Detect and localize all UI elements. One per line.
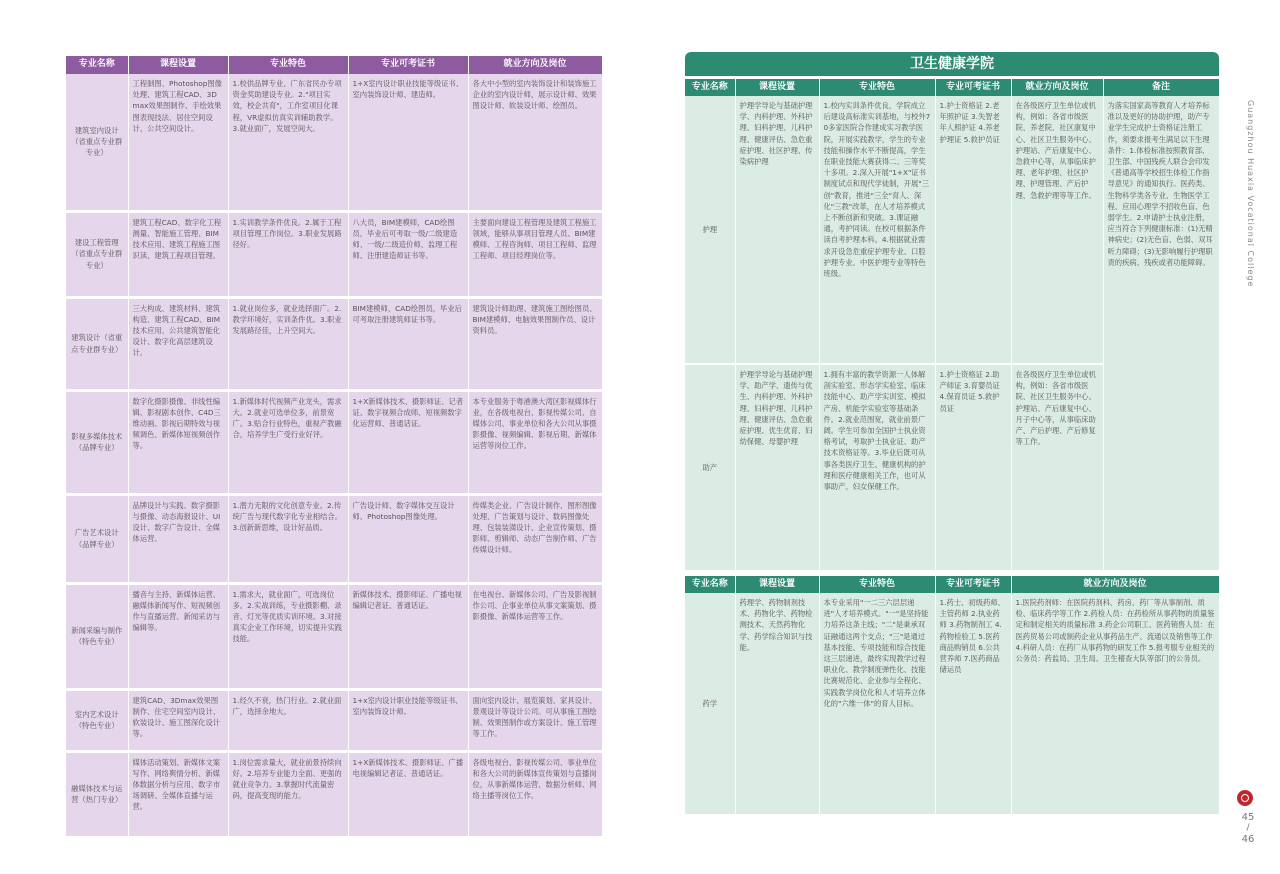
jobs-cell: 本专业服务于粤港澳大湾区影视媒体行业，在各级电视台、影视传媒公司、自媒体公司、事业单位和各大公司从事摄影摄像、视频编辑、影视后期、新媒体运营等岗位工作。 xyxy=(468,390,602,494)
col-header-courses: 课程设置 xyxy=(128,56,228,74)
certs-cell: 1+x室内设计职业技能等级证书、室内装饰设计师。 xyxy=(348,689,468,751)
col-header-jobs: 就业方向及岗位 xyxy=(1011,576,1219,593)
col-header-major: 专业名称 xyxy=(685,576,735,593)
col-header-certs: 专业可考证书 xyxy=(348,56,468,74)
major-name: 护理 xyxy=(685,96,735,364)
table-header-row xyxy=(685,576,1219,593)
major-name: 药学 xyxy=(685,593,735,815)
courses-cell: 品牌设计与实践、数字摄影与摄像、动态海报设计、UI设计、数字广告设计、全媒体运营。 xyxy=(128,494,228,583)
jobs-cell: 各级电视台、影视传媒公司、事业单位和各大公司的新媒体宣传策划与直播岗位，从事新媒体运营、数据分析师、网络主播等岗位工作。 xyxy=(468,751,602,837)
features-cell: 1.校内实训条件优良，学院成立后建设高标准实训基地，与校外70多家医院合作建成实习教学医院，开展实践教学，学生的专业技能和操作水平不断提高，学生在职业技能大赛获得二、三等奖十多项。2.深入开展"1+X"证书制度试点和现代学徒制，开展"三创"教育，推进"三全"育人、深化"三教"改革，在人才培养模式上不断创新和突破。3.课证融通，考护同读。在校可根据条件读自考护理本科。4.根据就业需求开设急危重症护理专业、口腔护理专业、中医护理专业等特色班级。 xyxy=(819,96,935,364)
col-header-certs: 专业可考证书 xyxy=(935,576,1011,593)
certs-cell: BIM建模师，CAD绘图员，毕业后可考取注册建筑师证书等。 xyxy=(348,297,468,390)
remark-cell: 为落实国家高等教育人才培养标准以及更好的协助护理，助产专业学生完成护士资格证注册工作，须要求报考生满足以下生理条件：1.体检标准按照教育部、卫生部、中国残疾人联合会印发《普通高等学校招生体检工作指导意见》的通知执行。医药类、生物科学类各专业、生物医学工程、应用心理学不招收色盲、色弱学生。2.申请护士执业注册，应当符合下列健康标准：(1)无精神病史；(2)无色盲、色弱、双耳听力障碍；(3)无影响履行护理职责的疾病、残疾或者功能障碍。 xyxy=(1103,96,1219,571)
col-header-certs: 专业可考证书 xyxy=(935,79,1011,96)
courses-cell: 护理学导论与基础护理学、内科护理、外科护理、妇科护理、儿科护理、健康评估、急危重症护理、社区护理、传染病护理 xyxy=(735,96,819,364)
col-header-major: 专业名称 xyxy=(66,56,128,74)
certs-cell: 1.护士资格证 2.助产师证 3.育婴员证 4.保育员证 5.救护员证 xyxy=(935,364,1011,571)
table-row xyxy=(685,593,1219,815)
col-header-jobs: 就业方向及岗位 xyxy=(468,56,602,74)
page-number-left: 45 xyxy=(1241,812,1255,823)
table-row xyxy=(685,96,1219,364)
features-cell: 1.就业岗位多，就业选择面广。2.教学环境好，实训条件优。3.职业发展路径佳，上升空间大。 xyxy=(228,297,348,390)
col-header-remark: 备注 xyxy=(1103,79,1219,96)
features-cell: 1.潜力无限的文化创意专业。2.传统广告与现代数字化专业相结合。3.创新新思维，设计好品质。 xyxy=(228,494,348,583)
table-header-row xyxy=(66,56,602,74)
major-name: 融媒体技术与运营（热门专业） xyxy=(66,751,128,837)
courses-cell: 药理学、药物制剂技术、药物化学、药物检测技术、天然药物化学、药学综合知识与技能。 xyxy=(735,593,819,815)
table-row xyxy=(66,211,602,297)
major-name: 建设工程管理（省重点专业群专业） xyxy=(66,211,128,297)
jobs-cell: 在各级医疗卫生单位或机构，例如：各省市级医院、养老院、社区康复中心、社区卫生服务中心、护理站、产后康复中心、急救中心等，从事临床护理、老年护理、社区护理、护理管理、产后护理、急救护理等等工作。 xyxy=(1011,96,1103,364)
features-cell: 1.拥有丰富的教学资源一人体解剖实验室、形态学实验室、临床技能中心、助产学实训室、模拟产房、机能学实验室等基础条件。2.就业范围宽，就业前景广阔。学生可参加全国护士执业资格考试，考取护士执业证、助产技术资格证等。3.毕业后既可从事各类医疗卫生、健康机构的护理和医疗健康相关工作，也可从事助产、妇女保健工作。 xyxy=(819,364,935,571)
page-numbers xyxy=(1238,812,1258,845)
table-row xyxy=(66,689,602,751)
courses-cell: 媒体活动策划、新媒体文案写作、网络舆情分析、新媒体数据分析与应用、数字市场调研、全媒体直播与运营。 xyxy=(128,751,228,837)
col-header-courses: 课程设置 xyxy=(735,79,819,96)
jobs-cell: 在电视台、新媒体公司、广告及影视制作公司、企事业单位从事文案策划、摄影摄像、新媒体运营等工作。 xyxy=(468,583,602,689)
major-name: 新闻采编与制作（特色专业） xyxy=(66,583,128,689)
col-header-courses: 课程设置 xyxy=(735,576,819,593)
courses-cell: 护理学导论与基础护理学、助产学、遗传与优生、内科护理、外科护理、妇科护理、儿科护理、健康评估、急危重症护理、优生优育、妇幼保健、母婴护理 xyxy=(735,364,819,571)
courses-cell: 建筑CAD、3Dmax效果图制作、住宅空间室内设计、软装设计、施工图深化设计等。 xyxy=(128,689,228,751)
pharmacy-majors-table xyxy=(685,576,1220,816)
table-row xyxy=(66,297,602,390)
art-design-majors-table xyxy=(66,56,603,839)
major-name: 室内艺术设计（特色专业） xyxy=(66,689,128,751)
major-name: 建筑室内设计（省重点专业群专业） xyxy=(66,74,128,211)
features-cell: 1.新媒体时代视频产业龙头，需求大。2.就业可选单位多，前景宽广。3.贴合行业特色，重视产教融合，培养学生广受行业好评。 xyxy=(228,390,348,494)
certs-cell: 广告设计师、数字媒体交互设计师、Photoshop图像处理。 xyxy=(348,494,468,583)
courses-cell: 建筑工程CAD、数字化工程测量、智能施工管理、BIM技术应用、建筑工程施工图识读、建筑工程项目管理。 xyxy=(128,211,228,297)
courses-cell: 工程制图、Photoshop图像处理、建筑工程CAD、3Dmax效果图制作、手绘效果图表现技法、居住空间设计、公共空间设计。 xyxy=(128,74,228,211)
table-row xyxy=(66,390,602,494)
college-name-vertical: Guangzhou Huaxia Vocational College xyxy=(1246,100,1255,288)
jobs-cell: 建筑设计师助理、建筑施工图绘图员、BIM建模师、电脑效果图制作员、设计资料员。 xyxy=(468,297,602,390)
page-number-separator: / xyxy=(1246,823,1250,833)
page-number-right: 46 xyxy=(1241,834,1255,845)
features-cell: 1.实训教学条件优良。2.属于工程项目管理工作岗位。3.职业发展路径好。 xyxy=(228,211,348,297)
certs-cell: 1+X新媒体技术、摄影师证、记者证、数字视频合成师、短视频数字化运营师、普通话证。 xyxy=(348,390,468,494)
certs-cell: 新媒体技术、摄影师证、广播电视编辑记者证、普通话证。 xyxy=(348,583,468,689)
major-name: 影视多媒体技术（品牌专业） xyxy=(66,390,128,494)
col-header-features: 专业特色 xyxy=(819,576,935,593)
certs-cell: 八大员，BIM建模师，CAD绘图员，毕业后可考取一级/二级建造师、一级/二级造价师、监理工程师、注册建造师证书等。 xyxy=(348,211,468,297)
college-title: 卫生健康学院 xyxy=(685,52,1219,76)
jobs-cell: 面向室内设计、展览策划、家具设计、景观设计等设计公司。可从事施工图绘制、效果图制作或方案设计、施工管理等工作。 xyxy=(468,689,602,751)
features-cell: 本专业采用"一二三六层层递进"人才培养模式。"一"是坚持能力培养这条主线；"二"是秉承双证融通这两个支点；"三"是通过基本技能、专项技能和综合技能这三层递进，最终实现教学过程职业化、教学制度弹性化、技能比赛规范化、企业参与全程化、实践教学岗位化和人才培养立体化的"六维一体"的育人目标。 xyxy=(819,593,935,815)
college-logo-icon xyxy=(1237,790,1253,806)
features-cell: 1.经久不衰，热门行业。2.就业面广，选择余地大。 xyxy=(228,689,348,751)
major-name: 助产 xyxy=(685,364,735,571)
col-header-features: 专业特色 xyxy=(228,56,348,74)
table-row xyxy=(66,751,602,837)
courses-cell: 三大构成、建筑材料、建筑构造、建筑工程CAD、BIM技术应用、公共建筑智能化设计、数字化高层建筑设计。 xyxy=(128,297,228,390)
table-row xyxy=(66,74,602,211)
table-row xyxy=(66,494,602,583)
jobs-cell: 各大中小型的室内装饰设计和装饰施工企业的室内设计师，展示设计师、效果图设计师、软装设计师、绘图员。 xyxy=(468,74,602,211)
jobs-cell: 在各级医疗卫生单位或机构，例如：各省市级医院、社区卫生服务中心、护理站、产后康复中心、月子中心等，从事临床助产、产后护理、产后修复等工作。 xyxy=(1011,364,1103,571)
certs-cell: 1.药士、初级药师、主管药师 2.执业药师 3.药物制剂工 4.药物检验工 5.医药商品购销员 6.公共营养师 7.医药商品储运员 xyxy=(935,593,1011,815)
table-row xyxy=(66,583,602,689)
major-name: 广告艺术设计（品牌专业） xyxy=(66,494,128,583)
certs-cell: 1+X新媒体技术、摄影师证、广播电视编辑记者证、普通话证。 xyxy=(348,751,468,837)
jobs-cell: 传媒类企业、广告设计制作、图形图像处理、广告策划与设计、数码图像处理、包装装潢设计、企业宣传策划、摄影师、剪辑师、动态广告制作师、广告传媒设计师。 xyxy=(468,494,602,583)
col-header-major: 专业名称 xyxy=(685,79,735,96)
features-cell: 1.需求大，就业面广，可选岗位多。2.实战训练，专业摄影棚、录音、灯光等优质实训环境。3.对接真实企业工作环境，切实提升实践技能。 xyxy=(228,583,348,689)
courses-cell: 数字化摄影摄像、非线性编辑、影视剧本创作、C4D三维动画、影视后期特效与视频调色、新媒体短视频创作等。 xyxy=(128,390,228,494)
jobs-cell: 1.医院药剂师：在医院药剂科、药房、药厂等从事制剂、质检、临床药学等工作 2.药检人员：在药检所从事药物的质量鉴定和制定相关的质量标准 3.药企公司职工、医药销售人员：在医药贸易公司或制药企业从事药品生产、流通以及销售等工作 4.科研人员：在药厂从事药物的研发工作 5.报考服专业相关的公务员：药监局、卫生局、卫生稽查大队等部门的公务员。 xyxy=(1011,593,1219,815)
col-header-features: 专业特色 xyxy=(819,79,935,96)
certs-cell: 1.护士资格证 2.老年照护证 3.失智老年人照护证 4.养老护理证 5.救护员证 xyxy=(935,96,1011,364)
certs-cell: 1+X室内设计职业技能等级证书、室内装饰设计师、建造师。 xyxy=(348,74,468,211)
health-majors-table xyxy=(685,79,1220,572)
col-header-jobs: 就业方向及岗位 xyxy=(1011,79,1103,96)
courses-cell: 播音与主持、新媒体运营、融媒体新闻写作、短视频创作与直播运营、新闻采访与编辑等。 xyxy=(128,583,228,689)
major-name: 建筑设计（省重点专业群专业） xyxy=(66,297,128,390)
features-cell: 1.岗位需求量大，就业前景持续向好。2.培养专业能力全面、更强的就业竞争力。3.掌握时代流量密码，提高变现的能力。 xyxy=(228,751,348,837)
jobs-cell: 主要面向建设工程管理及建筑工程施工领域，能够从事项目管理人员、BIM建模师、工程咨询师、项目工程师、监理工程师、项目经理岗位等。 xyxy=(468,211,602,297)
features-cell: 1.校供品牌专业、广东省民办专项资金奖助建设专业。2."项目实效，校企共育"，工作室项目化课程，VR虚拟仿真实训辅助教学。3.就业面广，发展空间大。 xyxy=(228,74,348,211)
table-header-row xyxy=(685,79,1219,96)
